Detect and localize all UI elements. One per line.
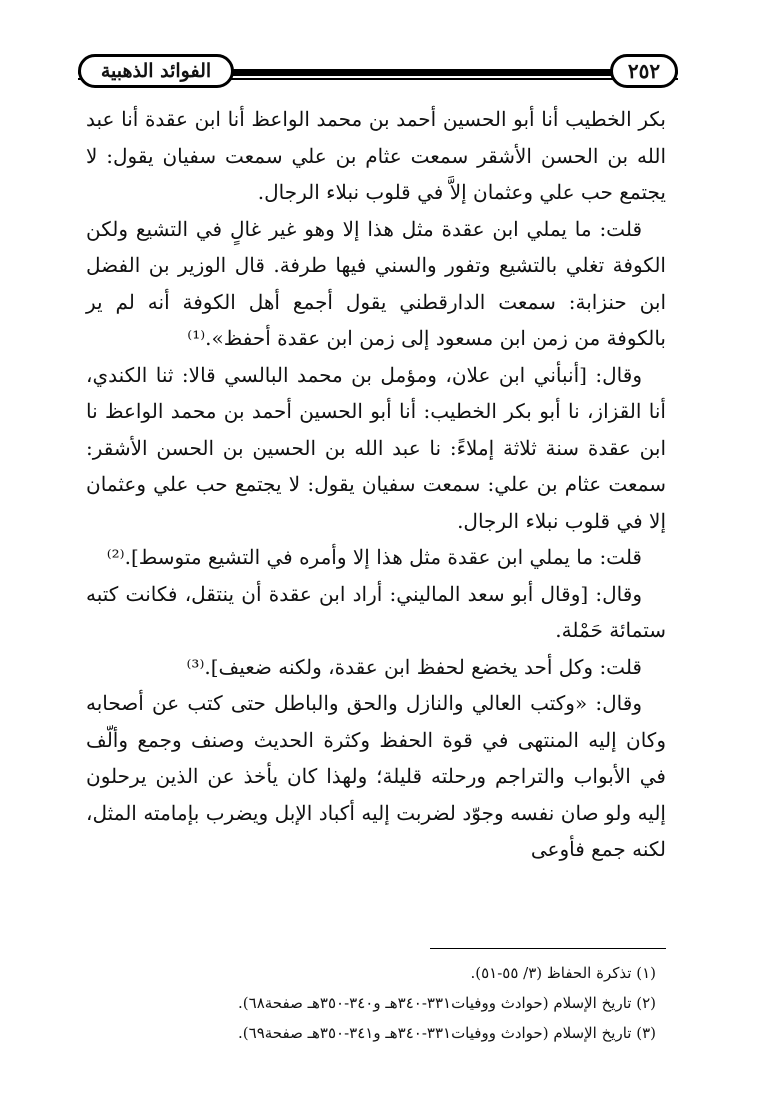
footnote: (٢) تاريخ الإسلام (حوادث ووفيات٣٣١-٣٤٠هـ و٣٤٠-٣٥٠هـ صفحة٦٨). bbox=[238, 994, 656, 1012]
footnotes bbox=[86, 958, 656, 1048]
body-text bbox=[86, 101, 666, 868]
paragraph: وقال: «وكتب العالي والنازل والحق والباطل حتى كتب عن أصحابه وكان إليه المنتهى في قوة الحفظ وكثرة الحديث وصنف وجمع وألّف في الأبواب والتراجم ورحلته قليلة؛ ولهذا كان يأخذ عن الذين يرحلون إليه ولو صان نفسه وجوّد لضربت إليه أكباد الإبل ويضرب بإمامته المثل، لكنه جمع فأوعى bbox=[86, 691, 666, 861]
footnote: (٣) تاريخ الإسلام (حوادث ووفيات٣٣١-٣٤٠هـ و٣٤١-٣٥٠هـ صفحة٦٩). bbox=[238, 1024, 656, 1042]
paragraph: قلت: وكل أحد يخضع لحفظ ابن عقدة، ولكنه ضعيف].⁽³⁾ bbox=[186, 654, 642, 679]
footnote-separator bbox=[430, 948, 666, 949]
paragraph: بكر الخطيب أنا أبو الحسين أحمد بن محمد الواعظ أنا ابن عقدة أنا عبد الله بن الحسن الأشقر سمعت عثام بن علي سمعت سفيان يقول: لا يجتمع حب علي وعثمان إلاَّ في قلوب نبلاء الرجال. bbox=[86, 107, 666, 204]
paragraph: قلت: ما يملي ابن عقدة مثل هذا إلا وأمره في التشيع متوسط].⁽²⁾ bbox=[106, 545, 642, 569]
page-number: ٢٥٢ bbox=[610, 54, 678, 88]
footnote: (١) تذكرة الحفاظ (٣/ ٥٥-٥١). bbox=[470, 964, 656, 982]
paragraph: وقال: [أنبأني ابن علان، ومؤمل بن محمد البالسي قالا: ثنا الكندي، أنا القزاز، نا أبو بكر الخطيب: أنا أبو الحسين أحمد بن محمد الواعظ نا ابن عقدة سنة ثلاثة إملاءً: نا عبد الله بن الحسين بن الحسن الأشقر: سمعت عثام بن علي: سمعت سفيان يقول: لا يجتمع حب علي وعثمان إلا في قلوب نبلاء الرجال. bbox=[86, 362, 666, 533]
paragraph: قلت: ما يملي ابن عقدة مثل هذا إلا وهو غير غالٍ في التشيع ولكن الكوفة تغلي بالتشيع وتفور والسني فيها طرفة. قال الوزير بن الفضل ابن حنزابة: سمعت الدارقطني يقول أجمع أهل الكوفة أنه لم ير بالكوفة من زمن ابن مسعود إلى زمن ابن عقدة أحفظ».⁽¹⁾ bbox=[86, 216, 666, 350]
paragraph: وقال: [وقال أبو سعد الماليني: أراد ابن عقدة أن ينتقل، فكانت كتبه ستمائة حَمْلة. bbox=[86, 581, 666, 642]
book-title: الفوائد الذهبية bbox=[78, 54, 234, 88]
page-header bbox=[78, 52, 678, 96]
